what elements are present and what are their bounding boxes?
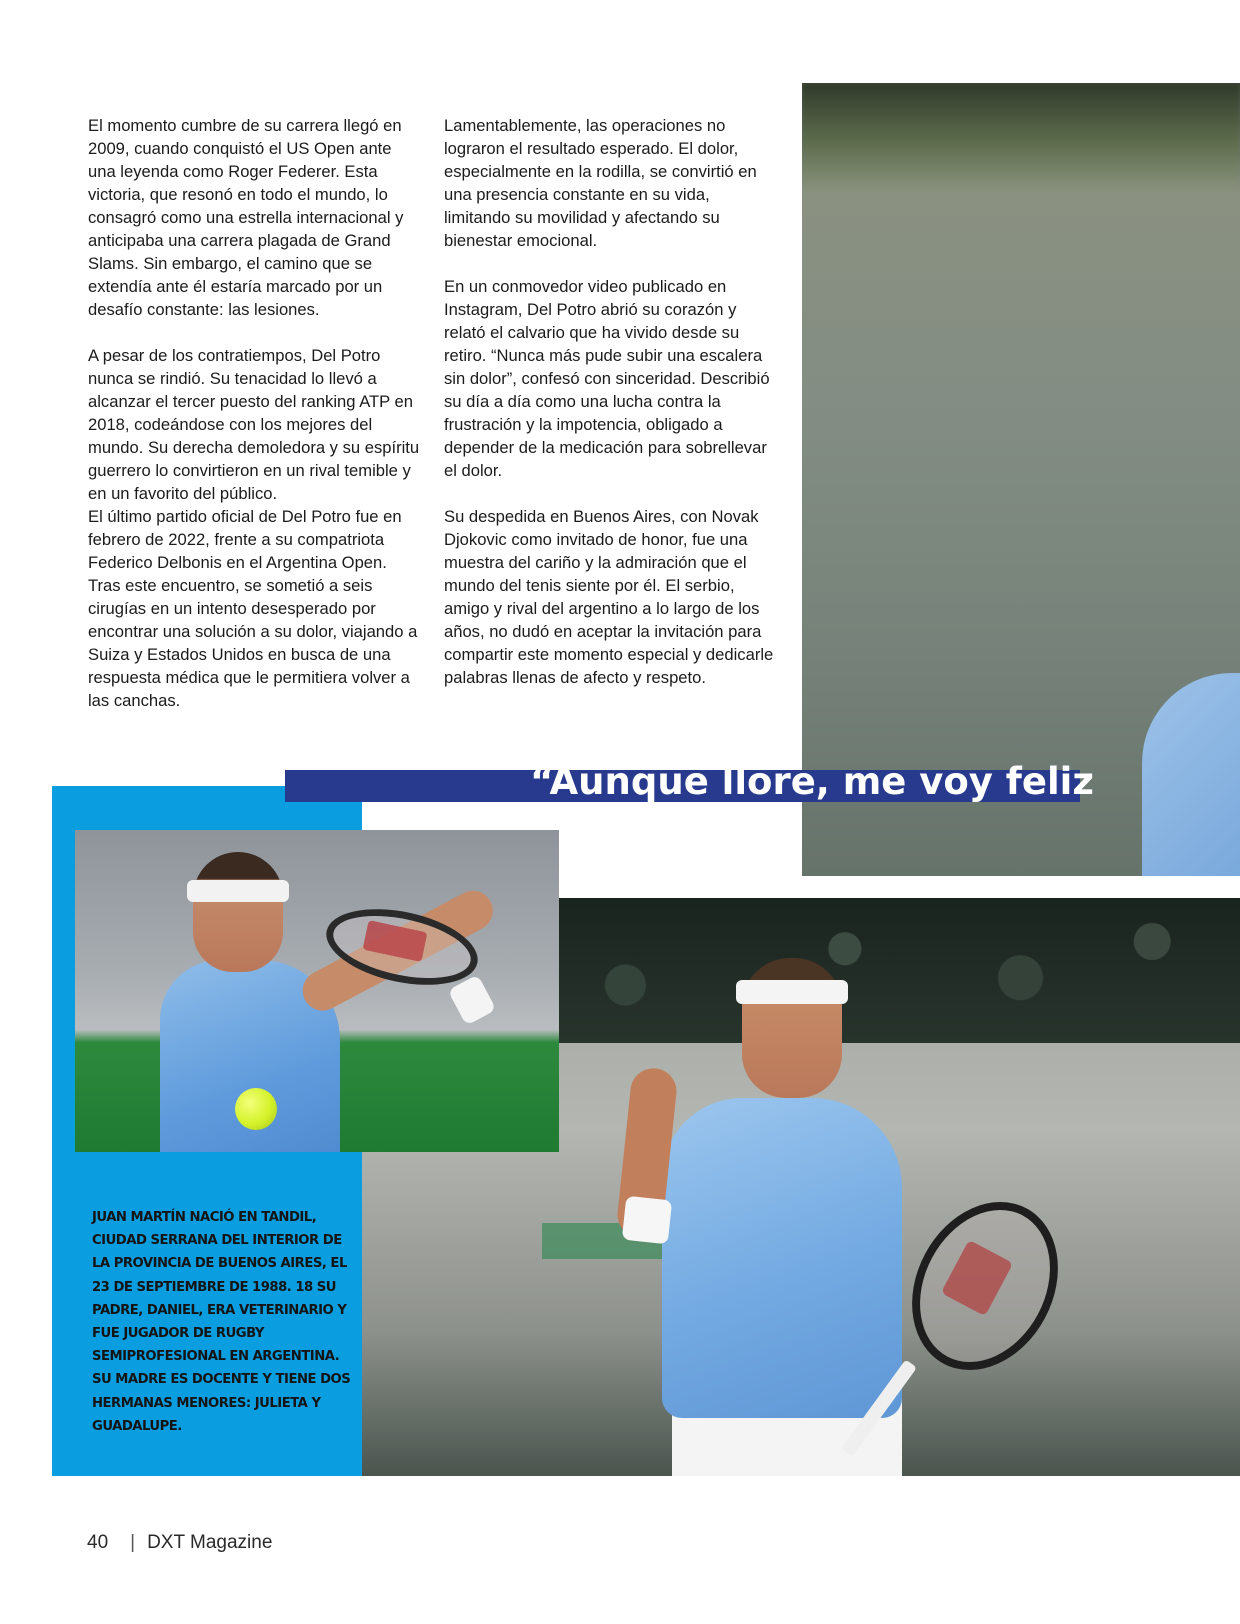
player-wristband [448,974,497,1025]
paragraph: Su despedida en Buenos Aires, con Novak Djokovic como invitado de honor, fue una muestra del cariño y la admiración que el mundo del tenis siente por él. El serbio, amigo y rival del argentino a lo largo de los años, no dudó en aceptar la invitación para compartir este momento especial y dedicarle palabras llenas de afecto y respeto. [444,507,774,687]
paragraph: El último partido oficial de Del Potro fue en febrero de 2022, frente a su compatriota Federico Delbonis en el Argentina Open. Tras este encuentro, se sometió a seis cirugías en un intento desesperado por encontrar una solución a su dolor, viajando a Suiza y Estados Unidos en busca de una respuesta médica que le permitiera volver a las canchas. [88,507,418,710]
player-shirt [662,1098,902,1418]
paragraph: Lamentablemente, las operaciones no lograron el resultado esperado. El dolor, especialmente en la rodilla, se convirtió en una presencia constante en su vida, limitando su movilidad y afectando su bienestar emocional. [444,116,757,250]
player-backhand-photo [75,830,559,1152]
footer-separator: | [130,1532,136,1553]
tennis-ball [235,1088,277,1130]
page-number: 40 [87,1532,109,1553]
photo-caption: JUAN MARTÍN NACIÓ EN TANDIL, CIUDAD SERRANA DEL INTERIOR DE LA PROVINCIA DE BUENOS AIRES, EL 23 DE SEPTIEMBRE DE 1988. 18 SU PADRE, DANIEL, ERA VETERINARIO Y FUE JUGADOR DE RUGBY SEMIPROFESIONAL EN ARGENTINA. SU MADRE ES DOCENTE Y TIENE DOS HERMANAS MENORES: JULIETA Y GUADALUPE. [92,1210,351,1434]
publication-name: DXT Magazine [147,1532,273,1553]
page-footer [87,1531,272,1555]
player-wristband [622,1196,672,1245]
photo-background-blur [802,83,1240,193]
article-column-left [88,114,420,735]
player-shoulder [1142,673,1240,876]
player-head [193,852,283,972]
paragraph: El momento cumbre de su carrera llegó en 2009, cuando conquistó el US Open ante una leyenda como Roger Federer. Esta victoria, que resonó en todo el mundo, lo consagró como una estrella internacional y anticipaba una carrera plagada de Grand Slams. Sin embargo, el camino que se extendía ante él estaría marcado por un desafío constante: las lesiones. [88,116,404,319]
pull-quote: “Aunque llore, me voy feliz [530,760,1094,803]
player-head [742,958,842,1098]
player-closeup-photo [802,83,1240,876]
player-headband [187,880,289,902]
article-column-right [444,114,780,712]
player-headband [736,980,848,1004]
paragraph: A pesar de los contratiempos, Del Potro nunca se rindió. Su tenacidad lo llevó a alcanzar el tercer puesto del ranking ATP en 2018, codeándose con los mejores del mundo. Su derecha demoledora y su espíritu guerrero lo convirtieron en un rival temible y en un favorito del público. [88,346,420,503]
paragraph: En un conmovedor video publicado en Instagram, Del Potro abrió su corazón y relató el calvario que ha vivido desde su retiro. “Nunca más pude subir una escalera sin dolor”, confesó con sinceridad. Describió su día a día como una lucha contra la frustración y la impotencia, obligado a depender de la medicación para sobrellevar el dolor. [444,277,770,480]
